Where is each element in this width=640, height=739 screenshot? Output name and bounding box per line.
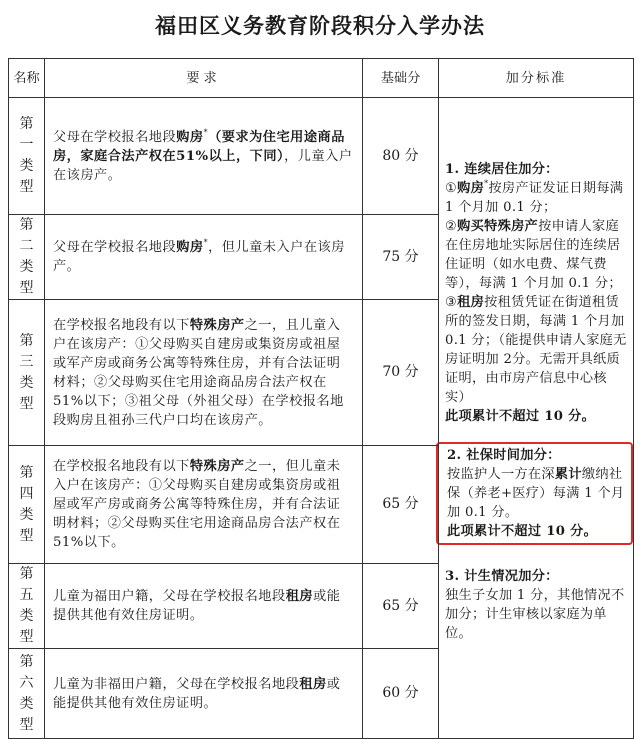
header-row	[9, 59, 634, 98]
base-score: 75 分	[363, 215, 439, 300]
base-score: 80 分	[363, 98, 439, 215]
base-score: 65 分	[363, 564, 439, 649]
type-name: 第 一 类 型	[9, 98, 45, 215]
base-score: 70 分	[363, 300, 439, 446]
page-title: 福田区义务教育阶段积分入学办法	[155, 14, 485, 38]
base-score: 65 分	[363, 446, 439, 564]
type-name: 第 二 类 型	[9, 215, 45, 300]
bonus-section-residence: 1. 连续居住加分： ①购房*按房产证发证日期每满 1 个月加 0.1 分； ②购买特殊房产按申请人家庭在住房地址实际居住的连续居住证明（如水电费、煤气费等），每满 1 个月加 0.1 分； ③租房按租赁凭证在街道租赁所的签发日期，每满 1 个月加 0.1 分；（能提供申请人家庭无房证明加 2分。无需开具纸质证明，由市房产信息中心核实） 此项累计不超过 10 分。	[445, 162, 627, 424]
requirement: 在学校报名地段有以下特殊房产之一，但儿童未入户在该房产：①父母购买自建房或集资房或祖屋或军产房或商务公寓等特殊住房，并有合法证明材料；②父母购买住宅用途商品房合法产权在51%以下。	[45, 446, 363, 564]
type-name: 第 三 类 型	[9, 300, 45, 446]
requirement: 父母在学校报名地段购房*，但儿童未入户在该房产。	[45, 215, 363, 300]
header-requirement: 要求	[45, 59, 363, 98]
base-score: 60 分	[363, 649, 439, 739]
type-name: 第 四 类 型	[9, 446, 45, 564]
requirement: 在学校报名地段有以下特殊房产之一，且儿童入户在该房产：①父母购买自建房或集资房或祖屋或军产房或商务公寓等特殊住房，并有合法证明材料；②父母购买住宅用途商品房合法产权在51%以下；③祖父母（外祖父母）在学校报名地段购房且祖孙三代户口均在该房产。	[45, 300, 363, 446]
header-name: 名称	[9, 59, 45, 98]
header-base-score: 基础分	[363, 59, 439, 98]
bonus-standard	[439, 98, 634, 739]
bonus-section-family-planning: 3. 计生情况加分： 独生子女加 1 分，其他情况不加分；计生审核以家庭为单位。	[445, 569, 625, 641]
type-name: 第 六 类 型	[9, 649, 45, 739]
bonus-section-social-security-highlight: 2. 社保时间加分： 按监护人一方在深累计缴纳社保（养老+医疗）每满 1 个月加 0.1 分。 此项累计不超过 10 分。	[436, 442, 633, 545]
policy-table	[8, 58, 634, 739]
table-row	[9, 98, 634, 215]
header-bonus: 加分标准	[439, 59, 634, 98]
requirement: 父母在学校报名地段购房*（要求为住宅用途商品房，家庭合法产权在51%以上，下同），儿童入户在该房产。	[45, 98, 363, 215]
type-name: 第 五 类 型	[9, 564, 45, 649]
requirement: 儿童为非福田户籍，父母在学校报名地段租房或能提供其他有效住房证明。	[45, 649, 363, 739]
requirement: 儿童为福田户籍，父母在学校报名地段租房或能提供其他有效住房证明。	[45, 564, 363, 649]
